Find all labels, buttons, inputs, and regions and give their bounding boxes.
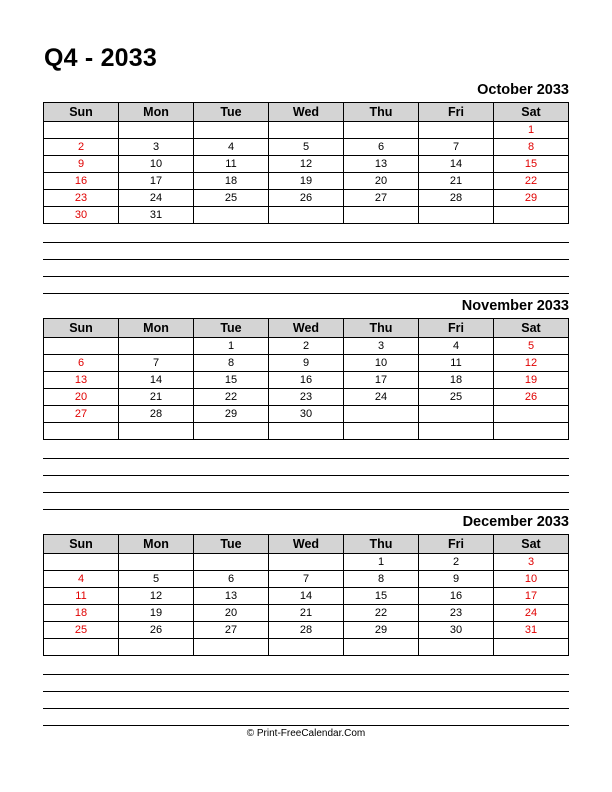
empty-day-cell [419, 207, 494, 224]
week-row [44, 639, 569, 656]
day-cell[interactable]: 13 [194, 588, 269, 605]
day-cell[interactable]: 8 [344, 571, 419, 588]
day-cell[interactable]: 10 [494, 571, 569, 588]
day-cell[interactable]: 7 [119, 355, 194, 372]
day-cell[interactable]: 12 [119, 588, 194, 605]
day-cell[interactable]: 25 [44, 622, 119, 639]
day-cell[interactable]: 19 [494, 372, 569, 389]
day-cell[interactable]: 6 [344, 139, 419, 156]
day-cell[interactable]: 26 [494, 389, 569, 406]
week-row [44, 156, 569, 173]
empty-day-cell [419, 423, 494, 440]
empty-day-cell [119, 338, 194, 355]
day-cell[interactable]: 17 [119, 173, 194, 190]
day-cell[interactable]: 10 [344, 355, 419, 372]
empty-day-cell [344, 406, 419, 423]
week-row [44, 571, 569, 588]
day-cell[interactable]: 29 [494, 190, 569, 207]
day-cell[interactable]: 16 [419, 588, 494, 605]
weekday-header-tue: Tue [194, 535, 269, 554]
day-cell[interactable]: 19 [269, 173, 344, 190]
day-cell[interactable]: 3 [119, 139, 194, 156]
day-cell[interactable]: 20 [44, 389, 119, 406]
week-row [44, 139, 569, 156]
weekday-header-wed: Wed [269, 535, 344, 554]
weekday-header-tue: Tue [194, 319, 269, 338]
week-row [44, 122, 569, 139]
week-row [44, 554, 569, 571]
day-cell[interactable]: 22 [344, 605, 419, 622]
day-cell[interactable]: 24 [344, 389, 419, 406]
empty-day-cell [344, 639, 419, 656]
note-line[interactable] [43, 692, 569, 709]
day-cell[interactable]: 17 [494, 588, 569, 605]
empty-day-cell [269, 554, 344, 571]
weekday-header-sat: Sat [494, 103, 569, 122]
empty-day-cell [494, 207, 569, 224]
notes-area [43, 658, 569, 726]
note-line[interactable] [43, 442, 569, 459]
day-cell[interactable]: 4 [419, 338, 494, 355]
weekday-header-fri: Fri [419, 535, 494, 554]
day-cell[interactable]: 10 [119, 156, 194, 173]
day-cell[interactable]: 16 [44, 173, 119, 190]
empty-day-cell [419, 406, 494, 423]
day-cell[interactable]: 21 [419, 173, 494, 190]
empty-day-cell [269, 207, 344, 224]
notes-area [43, 442, 569, 510]
day-cell[interactable]: 14 [119, 372, 194, 389]
month-title: December 2033 [462, 514, 569, 530]
week-row [44, 605, 569, 622]
day-cell[interactable]: 7 [419, 139, 494, 156]
empty-day-cell [119, 122, 194, 139]
calendar-table [43, 102, 569, 224]
day-cell[interactable]: 11 [419, 355, 494, 372]
empty-day-cell [194, 554, 269, 571]
day-cell[interactable]: 24 [494, 605, 569, 622]
day-cell[interactable]: 22 [194, 389, 269, 406]
day-cell[interactable]: 28 [269, 622, 344, 639]
week-row [44, 372, 569, 389]
day-cell[interactable]: 31 [119, 207, 194, 224]
week-row [44, 588, 569, 605]
week-row [44, 406, 569, 423]
week-row [44, 190, 569, 207]
day-cell[interactable]: 26 [119, 622, 194, 639]
day-cell[interactable]: 15 [344, 588, 419, 605]
day-cell[interactable]: 20 [344, 173, 419, 190]
day-cell[interactable]: 15 [194, 372, 269, 389]
week-row [44, 338, 569, 355]
weekday-header-fri: Fri [419, 103, 494, 122]
empty-day-cell [44, 423, 119, 440]
day-cell[interactable]: 29 [344, 622, 419, 639]
day-cell[interactable]: 8 [494, 139, 569, 156]
empty-day-cell [119, 554, 194, 571]
weekday-header-wed: Wed [269, 103, 344, 122]
weekday-header-row [44, 535, 569, 554]
day-cell[interactable]: 2 [419, 554, 494, 571]
empty-day-cell [344, 207, 419, 224]
note-line[interactable] [43, 459, 569, 476]
month-title: October 2033 [477, 82, 569, 98]
page-title: Q4 - 2033 [44, 44, 157, 72]
day-cell[interactable]: 1 [344, 554, 419, 571]
day-cell[interactable]: 11 [194, 156, 269, 173]
weekday-header-sun: Sun [44, 535, 119, 554]
weekday-header-mon: Mon [119, 103, 194, 122]
empty-day-cell [119, 423, 194, 440]
day-cell[interactable]: 21 [119, 389, 194, 406]
note-line[interactable] [43, 709, 569, 726]
day-cell[interactable]: 18 [419, 372, 494, 389]
empty-day-cell [419, 122, 494, 139]
empty-day-cell [269, 423, 344, 440]
note-line[interactable] [43, 243, 569, 260]
weekday-header-sat: Sat [494, 535, 569, 554]
empty-day-cell [344, 122, 419, 139]
week-row [44, 207, 569, 224]
day-cell[interactable]: 16 [269, 372, 344, 389]
week-row [44, 622, 569, 639]
day-cell[interactable]: 21 [269, 605, 344, 622]
weekday-header-mon: Mon [119, 319, 194, 338]
weekday-header-mon: Mon [119, 535, 194, 554]
footer-credit: © Print-FreeCalendar.Com [246, 728, 366, 739]
empty-day-cell [119, 639, 194, 656]
day-cell[interactable]: 18 [44, 605, 119, 622]
week-row [44, 423, 569, 440]
note-line[interactable] [43, 675, 569, 692]
note-line[interactable] [43, 260, 569, 277]
empty-day-cell [419, 639, 494, 656]
day-cell[interactable]: 2 [269, 338, 344, 355]
day-cell[interactable]: 12 [269, 156, 344, 173]
day-cell[interactable]: 14 [419, 156, 494, 173]
note-line[interactable] [43, 476, 569, 493]
calendar-table [43, 318, 569, 440]
day-cell[interactable]: 17 [344, 372, 419, 389]
note-line[interactable] [43, 226, 569, 243]
day-cell[interactable]: 18 [194, 173, 269, 190]
day-cell[interactable]: 23 [44, 190, 119, 207]
day-cell[interactable]: 24 [119, 190, 194, 207]
day-cell[interactable]: 2 [44, 139, 119, 156]
empty-day-cell [194, 207, 269, 224]
note-line[interactable] [43, 277, 569, 294]
empty-day-cell [44, 554, 119, 571]
day-cell[interactable]: 25 [194, 190, 269, 207]
week-row [44, 173, 569, 190]
day-cell[interactable]: 19 [119, 605, 194, 622]
day-cell[interactable]: 8 [194, 355, 269, 372]
day-cell[interactable]: 28 [119, 406, 194, 423]
empty-day-cell [44, 338, 119, 355]
empty-day-cell [269, 122, 344, 139]
day-cell[interactable]: 28 [419, 190, 494, 207]
day-cell[interactable]: 30 [44, 207, 119, 224]
day-cell[interactable]: 5 [494, 338, 569, 355]
day-cell[interactable]: 23 [269, 389, 344, 406]
empty-day-cell [494, 423, 569, 440]
day-cell[interactable]: 20 [194, 605, 269, 622]
calendar-table [43, 534, 569, 656]
day-cell[interactable]: 4 [194, 139, 269, 156]
week-row [44, 389, 569, 406]
weekday-header-wed: Wed [269, 319, 344, 338]
weekday-header-thu: Thu [344, 319, 419, 338]
note-line[interactable] [43, 493, 569, 510]
day-cell[interactable]: 11 [44, 588, 119, 605]
notes-area [43, 226, 569, 294]
empty-day-cell [494, 639, 569, 656]
empty-day-cell [194, 639, 269, 656]
day-cell[interactable]: 27 [194, 622, 269, 639]
day-cell[interactable]: 30 [269, 406, 344, 423]
weekday-header-sat: Sat [494, 319, 569, 338]
weekday-header-fri: Fri [419, 319, 494, 338]
day-cell[interactable]: 7 [269, 571, 344, 588]
weekday-header-row [44, 103, 569, 122]
day-cell[interactable]: 30 [419, 622, 494, 639]
empty-day-cell [44, 122, 119, 139]
weekday-header-row [44, 319, 569, 338]
day-cell[interactable]: 15 [494, 156, 569, 173]
day-cell[interactable]: 25 [419, 389, 494, 406]
day-cell[interactable]: 3 [494, 554, 569, 571]
empty-day-cell [344, 423, 419, 440]
day-cell[interactable]: 6 [194, 571, 269, 588]
empty-day-cell [269, 639, 344, 656]
day-cell[interactable]: 9 [44, 156, 119, 173]
day-cell[interactable]: 5 [119, 571, 194, 588]
day-cell[interactable]: 3 [344, 338, 419, 355]
week-row [44, 355, 569, 372]
day-cell[interactable]: 22 [494, 173, 569, 190]
day-cell[interactable]: 5 [269, 139, 344, 156]
day-cell[interactable]: 9 [419, 571, 494, 588]
day-cell[interactable]: 13 [344, 156, 419, 173]
day-cell[interactable]: 1 [194, 338, 269, 355]
weekday-header-tue: Tue [194, 103, 269, 122]
day-cell[interactable]: 31 [494, 622, 569, 639]
day-cell[interactable]: 13 [44, 372, 119, 389]
day-cell[interactable]: 26 [269, 190, 344, 207]
day-cell[interactable]: 27 [344, 190, 419, 207]
empty-day-cell [44, 639, 119, 656]
day-cell[interactable]: 9 [269, 355, 344, 372]
day-cell[interactable]: 4 [44, 571, 119, 588]
day-cell[interactable]: 23 [419, 605, 494, 622]
weekday-header-thu: Thu [344, 535, 419, 554]
weekday-header-sun: Sun [44, 103, 119, 122]
weekday-header-sun: Sun [44, 319, 119, 338]
empty-day-cell [494, 406, 569, 423]
day-cell[interactable]: 1 [494, 122, 569, 139]
note-line[interactable] [43, 658, 569, 675]
month-title: November 2033 [461, 298, 569, 314]
empty-day-cell [194, 423, 269, 440]
day-cell[interactable]: 27 [44, 406, 119, 423]
day-cell[interactable]: 14 [269, 588, 344, 605]
empty-day-cell [194, 122, 269, 139]
weekday-header-thu: Thu [344, 103, 419, 122]
day-cell[interactable]: 29 [194, 406, 269, 423]
day-cell[interactable]: 6 [44, 355, 119, 372]
day-cell[interactable]: 12 [494, 355, 569, 372]
